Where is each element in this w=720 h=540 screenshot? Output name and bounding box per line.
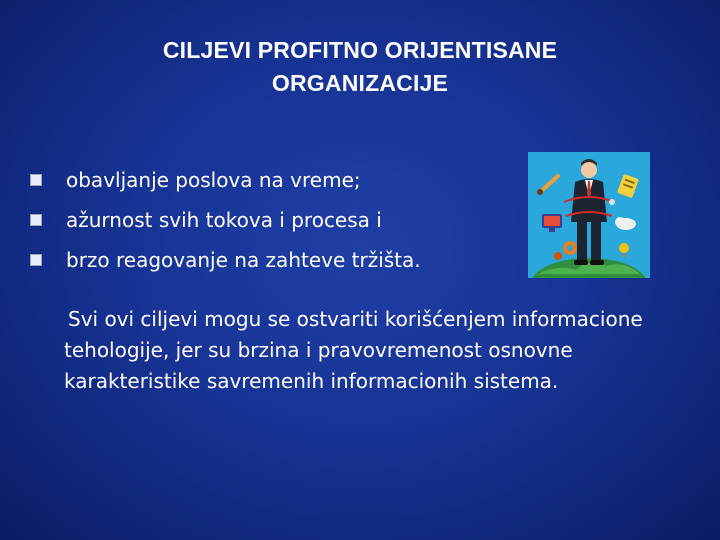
slide-title-line-1: CILJEVI PROFITNO ORIJENTISANE [162, 37, 558, 63]
square-bullet-icon [30, 254, 42, 266]
bullet-text: ažurnost svih tokova i procesa i [66, 208, 382, 232]
bullet-text: brzo reagovanje na zahteve tržišta. [66, 248, 421, 272]
bullet-item [30, 242, 510, 282]
slide-title [0, 34, 720, 100]
bullet-list [30, 162, 510, 282]
sparkle-icon [609, 199, 615, 205]
body-paragraph: Svi ovi ciljevi mogu se ostvariti korišćenjem informacione tehologije, jer su brzina i pravovremenost osnovne karakteristike savremenih informacionih sistema. [64, 307, 643, 393]
bullet-item [30, 202, 510, 242]
businessman-illustration [528, 152, 650, 278]
square-bullet-icon [30, 174, 42, 186]
slide-title-line-2: ORGANIZACIJE [271, 70, 449, 96]
bullet-item [30, 162, 510, 202]
square-bullet-icon [30, 214, 42, 226]
bullet-text: obavljanje poslova na vreme; [66, 168, 361, 192]
